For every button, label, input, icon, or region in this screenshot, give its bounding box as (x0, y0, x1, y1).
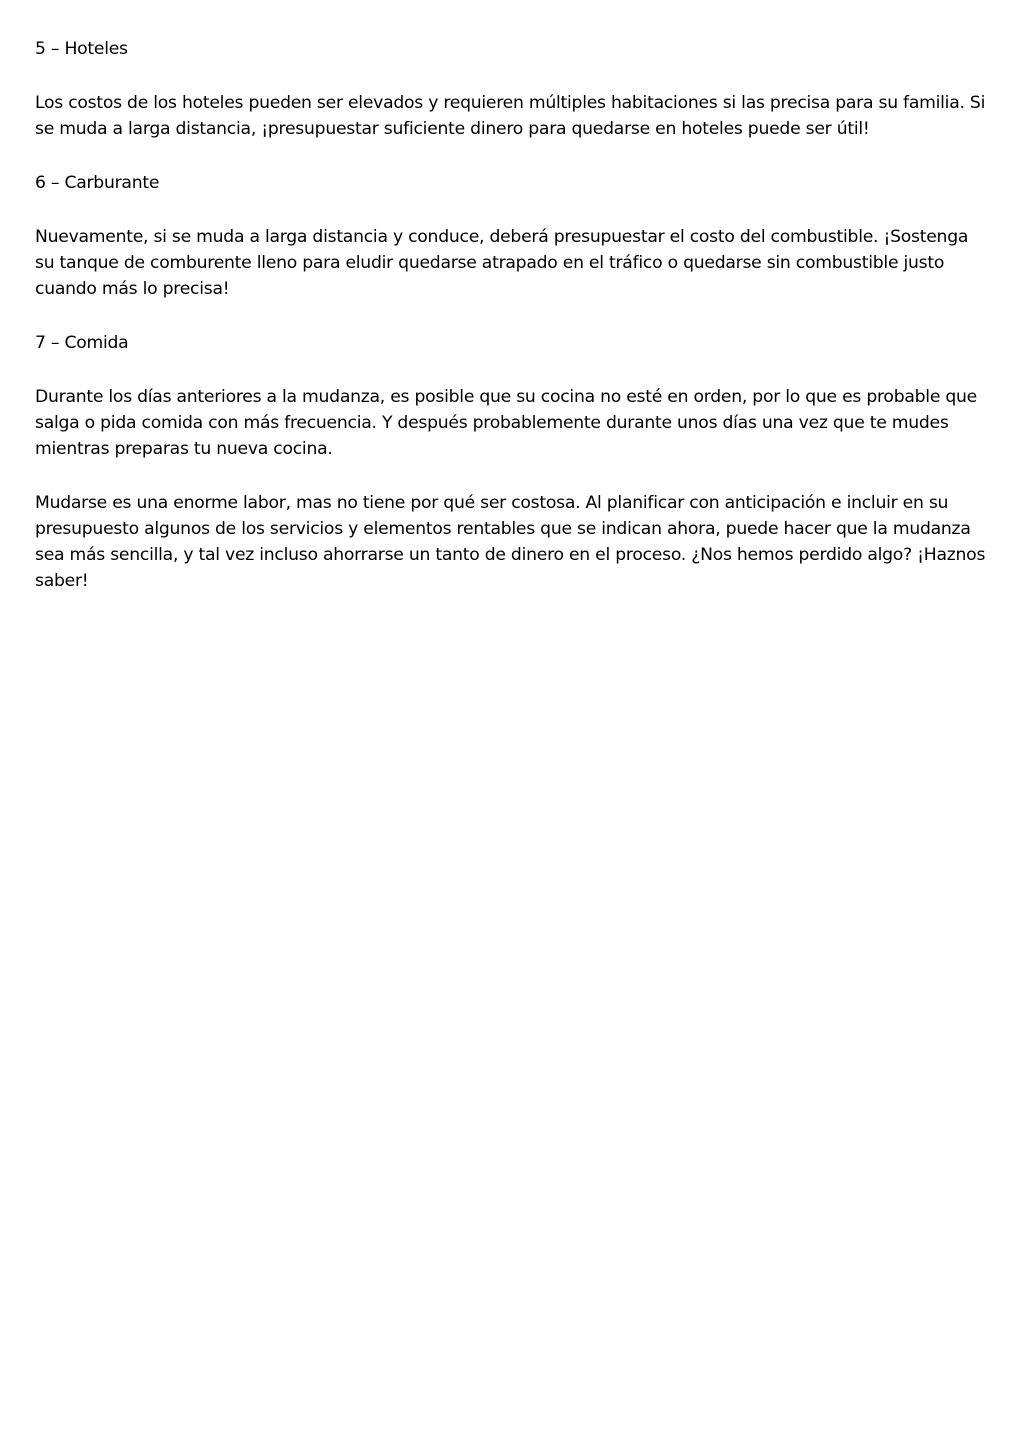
paragraph-comida: Durante los días anteriores a la mudanza, es posible que su cocina no esté en orden, por lo que es probable que salga o pida comida con más frecuencia. Y después probablemente durante unos días una vez que te mudes mientras preparas tu nueva cocina. (35, 387, 977, 459)
section-heading-hoteles: 5 – Hoteles (35, 39, 128, 59)
section-heading-comida: 7 – Comida (35, 333, 129, 353)
document-page (35, 36, 987, 622)
paragraph-carburante: Nuevamente, si se muda a larga distancia y conduce, deberá presupuestar el costo del combustible. ¡Sostenga su tanque de comburente lleno para eludir quedarse atrapado en el tráfico o quedarse sin combustible justo cuando más lo precisa! (35, 227, 969, 299)
paragraph-conclusion: Mudarse es una enorme labor, mas no tiene por qué ser costosa. Al planificar con anticipación e incluir en su presupuesto algunos de los servicios y elementos rentables que se indican ahora, puede hacer que la mudanza sea más sencilla, y tal vez incluso ahorrarse un tanto de dinero en el proceso. ¿Nos hemos perdido algo? ¡Haznos saber! (35, 493, 986, 591)
section-heading-carburante: 6 – Carburante (35, 173, 160, 193)
paragraph-hoteles: Los costos de los hoteles pueden ser elevados y requieren múltiples habitaciones si las precisa para su familia. Si se muda a larga distancia, ¡presupuestar suficiente dinero para quedarse en hoteles puede ser útil! (35, 93, 986, 139)
